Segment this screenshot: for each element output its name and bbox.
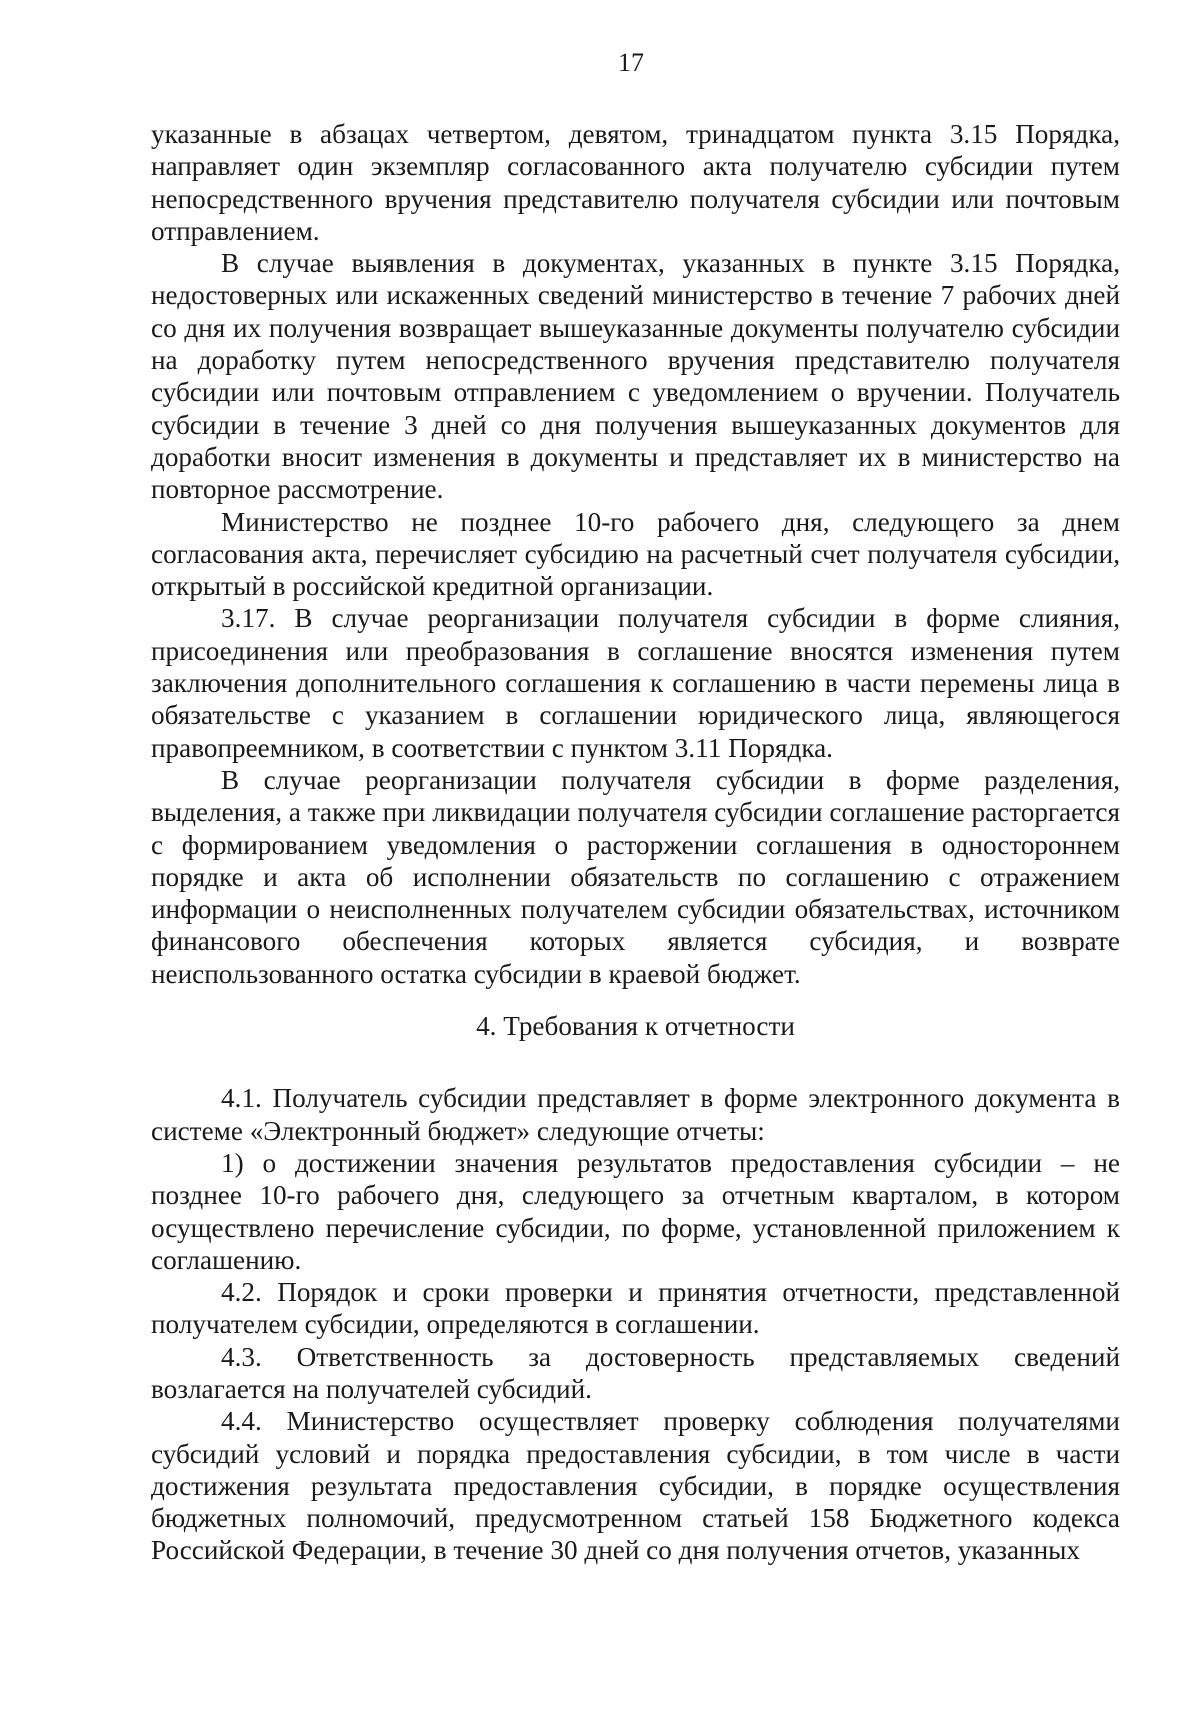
paragraph: В случае выявления в документах, указанных в пункте 3.15 Порядка, недостоверных или искаженных сведений министерство в течение 7 рабочих дней со дня их получения возвращает вышеуказанные документы получателю субсидии на доработку путем непосредственного вручения представителю получателя субсидии или почтовым отправлением с уведомлением о вручении. Получатель субсидии в течение 3 дней со дня получения вышеуказанных документов для доработки вносит изменения в документы и представляет их в министерство на повторное рассмотрение. <box>151 248 1120 505</box>
paragraph: 3.17. В случае реорганизации получателя субсидии в форме слияния, присоединения или преобразования в соглашение вносятся изменения путем заключения дополнительного соглашения к соглашению в части перемены лица в обязательстве с указанием в соглашении юридического лица, являющегося правопреемником, в соответствии с пунктом 3.11 Порядка. <box>151 603 1120 763</box>
section-heading: 4. Требования к отчетности <box>476 1011 795 1042</box>
paragraph: 1) о достижении значения результатов предоставления субсидии – не позднее 10-го рабочего дня, следующего за отчетным кварталом, в котором осуществлено перечисление субсидии, по форме, установленной приложением к соглашению. <box>151 1147 1120 1275</box>
paragraph: 4.3. Ответственность за достоверность представляемых сведений возлагается на получателей субсидий. <box>151 1341 1120 1404</box>
paragraph: В случае реорганизации получателя субсидии в форме разделения, выделения, а также при ликвидации получателя субсидии соглашение расторгается с формированием уведомления о расторжении соглашения в одностороннем порядке и акта об исполнении обязательств по соглашению с отражением информации о неисполненных получателем субсидии обязательствах, источником финансового обеспечения которых является субсидия, и возврате неиспользованного остатка субсидии в краевой бюджет. <box>151 764 1120 989</box>
paragraph: 4.1. Получатель субсидии представляет в форме электронного документа в системе «Электронный бюджет» следующие отчеты: <box>151 1083 1120 1146</box>
paragraph: указанные в абзацах четвертом, девятом, тринадцатом пункта 3.15 Порядка, направляет один экземпляр согласованного акта получателю субсидии путем непосредственного вручения представителю получателя субсидии или почтовым отправлением. <box>151 119 1120 246</box>
paragraph: Министерство не позднее 10-го рабочего дня, следующего за днем согласования акта, перечисляет субсидию на расчетный счет получателя субсидии, открытый в российской кредитной организации. <box>151 506 1120 602</box>
paragraph: 4.4. Министерство осуществляет проверку соблюдения получателями субсидий условий и порядка предоставления субсидии, в том числе в части достижения результата предоставления субсидии, в порядке осуществления бюджетных полномочий, предусмотренном статьей 158 Бюджетного кодекса Российской Федерации, в течение 30 дней со дня получения отчетов, указанных <box>151 1406 1120 1566</box>
page-number: 17 <box>618 48 644 77</box>
paragraph: 4.2. Порядок и сроки проверки и принятия отчетности, представленной получателем субсидии, определяются в соглашении. <box>151 1277 1120 1340</box>
document-body <box>151 118 1120 1567</box>
